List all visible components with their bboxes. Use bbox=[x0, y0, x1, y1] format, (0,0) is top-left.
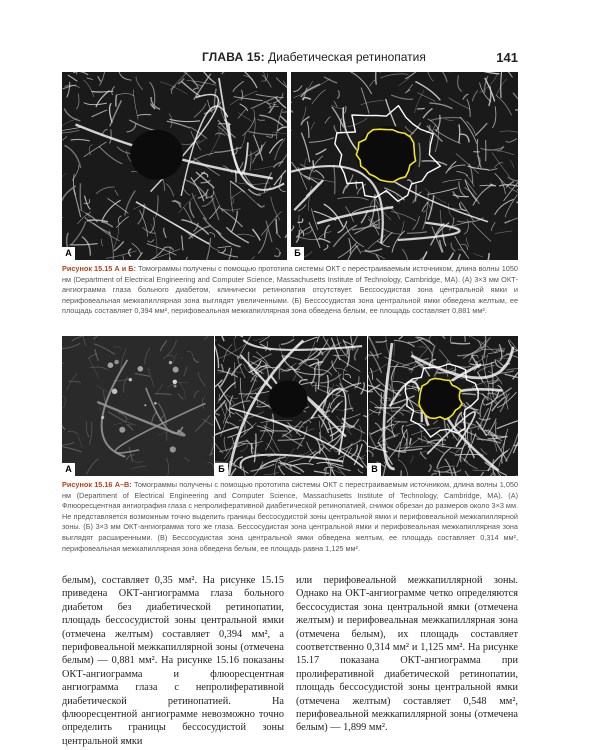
caption-label: Рисунок 15.15 А и Б: bbox=[62, 264, 136, 273]
chapter-heading bbox=[202, 50, 426, 64]
panel-letter: Б bbox=[215, 463, 228, 476]
figure-15-15-panel-a bbox=[62, 72, 287, 260]
caption-text: Томограммы получены с помощью прототипа системы ОКТ с перестраиваемым источником, длина волны 1050 нм (Department of Electrical Engineering and Computer Science, Massachusetts Institute of Technology, Cambridge, MA). (А) 3×3 мм ОКТ-ангиограмма глаза больного диабетом, клинически ретинопатия отсутствует. Бессосудистая зона центральной ямки и перифовеальная межкапиллярная зона выглядят увеличенными. (Б) Бессосудистая зона центральной ямки обведена желтым, ее площадь составляет 0,394 мм², перифовеальная межкапиллярная зона обведена белым, ее площадь составляет 0,881 мм². bbox=[62, 264, 518, 316]
figure-15-16-panel-b bbox=[215, 336, 367, 476]
figure-15-16-panel-a bbox=[62, 336, 214, 476]
caption-label: Рисунок 15.16 А–В: bbox=[62, 480, 132, 489]
running-header bbox=[62, 50, 518, 66]
body-text-right-column: или перифовеальной межкапиллярной зоны. Однако на ОКТ-ангиограмме четко определяются бессосудистая зона центральной ямки (отмечена желтым) и перифовеальная межкапиллярная зона (отмечена белым), их площадь составляет соответственно 0,314 мм² и 1,125 мм². На рисунке 15.17 показана ОКТ-ангиограмма при пролиферативной диабетической ретинопатии, площадь бессосудистой зоны центральной ямки (отмечена желтым) составляет 0,548 мм², перифовеальной межкапиллярной зоны (отмечена белым) — 1,899 мм². bbox=[296, 575, 518, 734]
panel-letter: Б bbox=[291, 247, 304, 260]
caption-text: Томограммы получены с помощью прототипа системы ОКТ с перестраиваемым источником, длина волны 1,050 нм (Department of Electrical Engineering and Computer Science, Massachusetts Institute of Technology, Cambridge, MA). (А) Флюоресцентная ангиография глаза с непролиферативной диабетической ретинопатией, снимок обрезан до размеров около 3×3 мм. Не представляется возможным точно выделить границы бессосудистой зоны центральной ямки и перифовеальной межкапиллярной зоны. (Б) 3×3 мм ОКТ-ангиограмма того же глаза. Бессосудистая зона центральной ямки и перифовеальная межкапиллярная зона выглядят расширенными. (В) Бессосудистая зона центральной ямки обведена желтым, ее площадь составляет 0,314 мм², перифовеальная межкапиллярная зона обведена белым, ее площадь равна 1,125 мм². bbox=[62, 480, 519, 553]
chapter-title: Диабетическая ретинопатия bbox=[268, 50, 426, 64]
panel-letter: В bbox=[368, 463, 381, 476]
figure-15-15-caption bbox=[62, 264, 518, 317]
chapter-label: ГЛАВА 15: bbox=[202, 50, 265, 64]
panel-letter: А bbox=[62, 247, 75, 260]
figure-15-15-panel-b bbox=[291, 72, 518, 260]
panel-letter: А bbox=[62, 463, 75, 476]
body-text-left-column: белым), составляет 0,35 мм². На рисунке 15.15 приведена ОКТ-ангиограмма глаза больного диабетом без диабетической ретинопатии, площадь бессосудистой зоны центральной ямки (отмечена желтым) составляет 0,394 мм², а перифовеальной межкапиллярной зоны (отмечена белым) — 0,881 мм². На рисунке 15.16 показаны ОКТ-ангиограмма и флюоресцентная ангиограмма глаза с непролиферативной диабетической ретинопатией. На флюоресцентной ангиограмме невозможно точно определить границы бессосудистой зоны центральной ямки bbox=[62, 575, 284, 747]
figure-15-16-panel-c bbox=[368, 336, 518, 476]
page-number: 141 bbox=[496, 50, 518, 65]
figure-15-16-caption bbox=[62, 480, 518, 554]
